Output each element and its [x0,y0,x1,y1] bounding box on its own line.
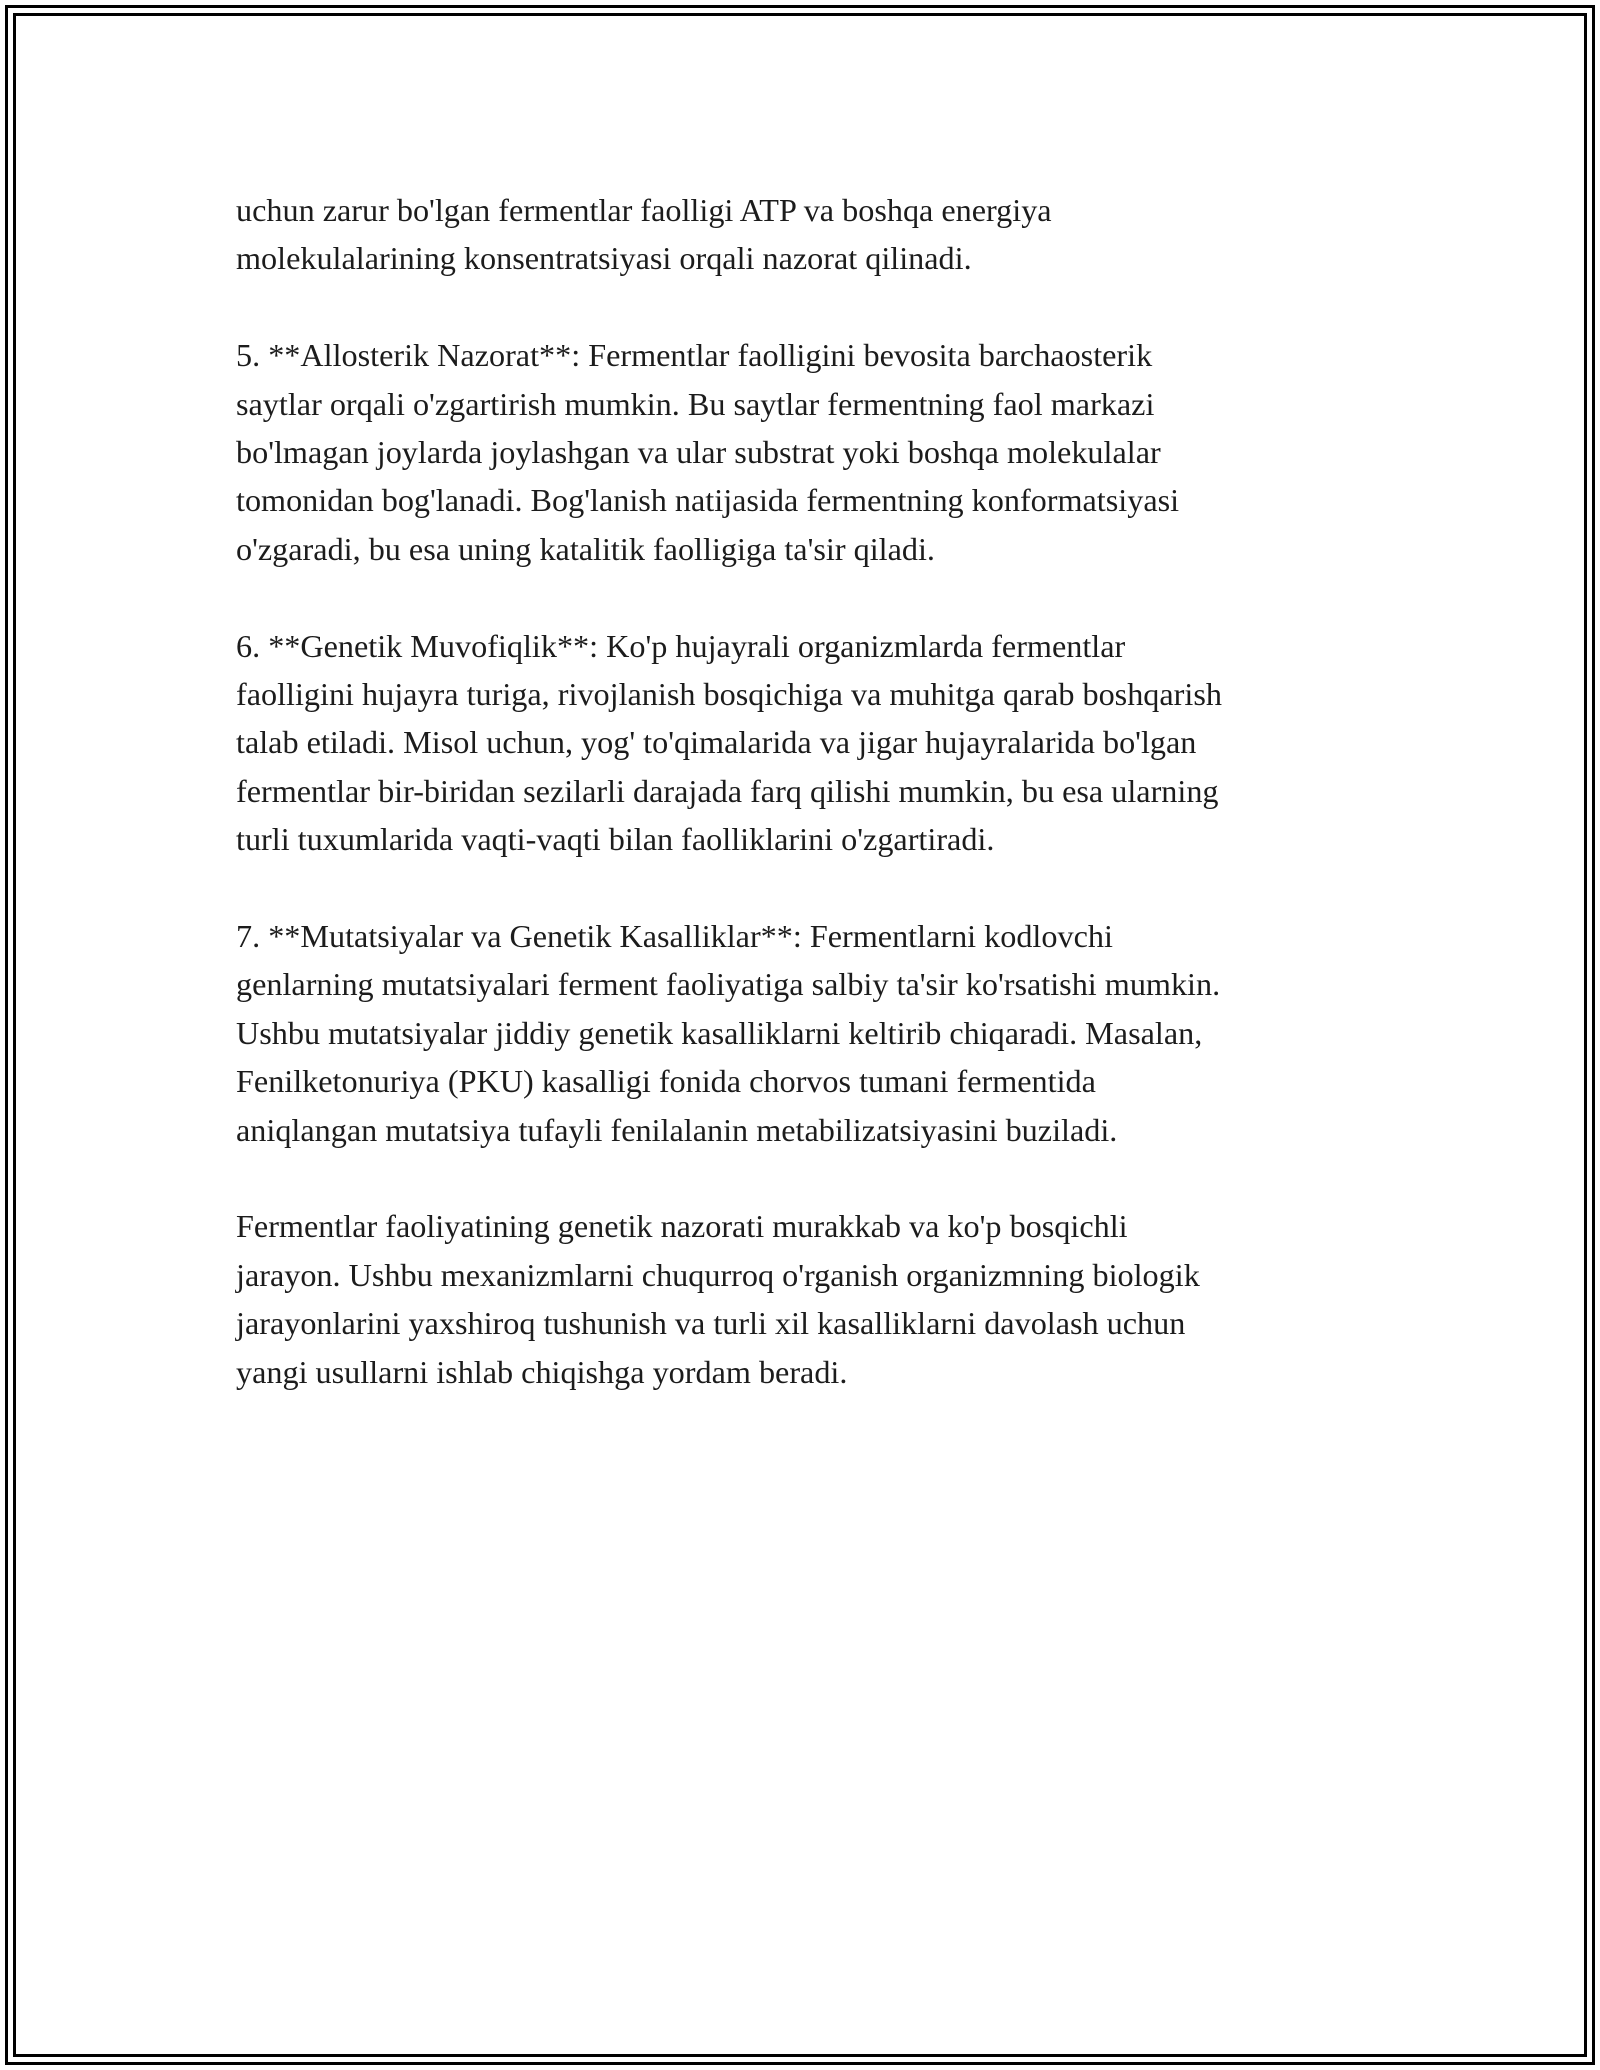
text-line: 5. **Allosterik Nazorat**: Fermentlar faolligini bevosita barchaosterik [236,337,1153,374]
paragraph-continuation [236,186,1376,283]
text-line: turli tuxumlarida vaqti-vaqti bilan faolliklarini o'zgartiradi. [236,821,995,858]
text-line: talab etiladi. Misol uchun, yog' to'qimalarida va jigar hujayralarida bo'lgan [236,724,1197,761]
text-line: faolligini hujayra turiga, rivojlanish bosqichiga va muhitga qarab boshqarish [236,676,1222,713]
text-line: tomonidan bog'lanadi. Bog'lanish natijasida fermentning konformatsiyasi [236,482,1180,519]
text-line: yangi usullarni ishlab chiqishga yordam beradi. [236,1353,848,1390]
text-line: Fenilketonuriya (PKU) kasalligi fonida chorvos tumani fermentida [236,1063,1096,1100]
text-line: Ushbu mutatsiyalar jiddiy genetik kasalliklarni keltirib chiqaradi. Masalan, [236,1014,1203,1051]
text-line: uchun zarur bo'lgan fermentlar faolligi ATP va boshqa energiya [236,192,1052,228]
text-line: molekulalarining konsentratsiyasi orqali nazorat qilinadi. [236,240,972,277]
paragraph-mutations-diseases [236,912,1376,1154]
text-line: Fermentlar faoliyatining genetik nazorati murakkab va ko'p bosqichli [236,1208,1128,1245]
text-line: jarayonlarini yaxshiroq tushunish va turli xil kasalliklarni davolash uchun [236,1305,1186,1342]
text-line: genlarning mutatsiyalari ferment faoliyatiga salbiy ta'sir ko'rsatishi mumkin. [236,966,1221,1003]
text-line: saytlar orqali o'zgartirish mumkin. Bu saytlar fermentning faol markazi [236,385,1155,422]
text-line: 6. **Genetik Muvofiqlik**: Ko'p hujayrali organizmlarda fermentlar [236,627,1126,664]
text-line: aniqlangan mutatsiya tufayli fenilalanin metabilizatsiyasini buziladi. [236,1111,1118,1148]
paragraph-conclusion [236,1202,1376,1396]
paragraph-allosteric-control [236,331,1376,573]
text-line: fermentlar bir-biridan sezilarli darajada farq qilishi mumkin, bu esa ularning [236,772,1219,809]
text-line: bo'lmagan joylarda joylashgan va ular substrat yoki boshqa molekulalar [236,434,1161,471]
text-line: 7. **Mutatsiyalar va Genetik Kasalliklar**: Fermentlarni kodlovchi [236,918,1113,955]
text-line: jarayon. Ushbu mexanizmlarni chuqurroq o'rganish organizmning biologik [236,1256,1200,1293]
paragraph-genetic-compatibility [236,622,1376,864]
text-line: o'zgaradi, bu esa uning katalitik faolligiga ta'sir qiladi. [236,530,935,567]
document-body [236,186,1376,1444]
